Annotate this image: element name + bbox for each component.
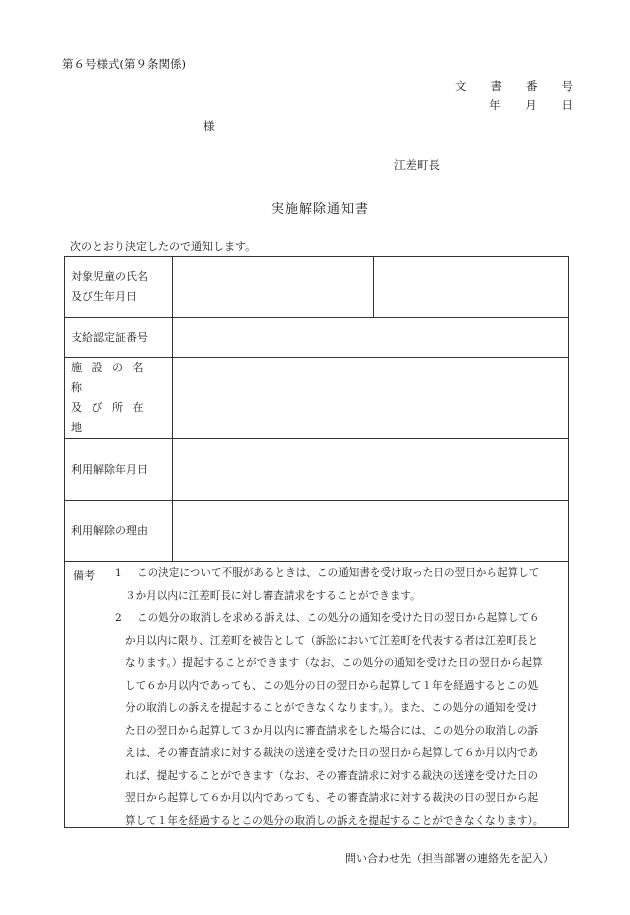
table-row <box>65 318 569 358</box>
label-facility: 施設の名称 及び所在地 <box>65 358 173 439</box>
issuer: 江差町長 <box>394 158 440 172</box>
note-2-line-1: この処分の取消しを求める訴えは、この処分の通知を受けた日の翌日から起算して６ <box>137 612 540 624</box>
label-child-name: 対象児童の氏名 及び生年月日 <box>65 257 173 318</box>
addressee-suffix: 様 <box>203 119 215 133</box>
note-2-line-9: 翌日から起算して６か月以内であっても、その審査請求に対する裁決の日の翌日から起 <box>125 792 539 804</box>
label-termination-date: 利用解除年月日 <box>65 439 173 501</box>
note-2-line-10: 算して１年を経過するとこの処分の取消しの訴えを提起することができなくなります）。 <box>125 814 544 827</box>
facility-value[interactable] <box>173 358 569 439</box>
child-name-value[interactable] <box>173 257 374 318</box>
table-row <box>65 257 569 318</box>
table-row <box>65 358 569 439</box>
note-2-line-6: た日の翌日から起算して３か月以内に審査請求をした場合には、この処分の取消しの訴 <box>125 724 539 737</box>
note-2-line-7: えは、その審査請求に対する裁決の送達を受けた日の翌日から起算して６か月以内であ <box>125 747 539 759</box>
notes-box <box>64 541 569 828</box>
label-termination-reason: 利用解除の理由 <box>65 501 173 562</box>
note-1-line-1: この決定について不服があるときは、この通知書を受け取った日の翌日から起算して <box>137 567 540 579</box>
notes-heading: 備考 <box>73 569 95 582</box>
note-1-line-2: ３か月以内に江差町長に対し審査請求をすることができます。 <box>125 589 421 602</box>
intro-text: 次のとおり決定したので通知します。 <box>70 240 257 253</box>
note-2-line-2: か月以内に限り、江差町を被告として（訴訟において江差町を代表する者は江差町長と <box>125 634 539 647</box>
document-number-label: 文 書 番 号 <box>455 79 573 93</box>
info-table <box>64 256 569 562</box>
form-number: 第６号様式(第９条関係) <box>62 57 186 71</box>
contact-note: 問い合わせ先（担当部署の連絡先を記入） <box>345 852 554 865</box>
table-row <box>65 439 569 501</box>
note-2-line-8: れば、提起することができます（なお、その審査請求に対する裁決の送達を受けた日の <box>125 769 539 782</box>
date-label: 年 月 日 <box>489 98 573 112</box>
label-certificate-number: 支給認定証番号 <box>65 318 173 358</box>
child-birthdate-value[interactable] <box>374 257 569 318</box>
note-number: 1 <box>115 567 122 579</box>
certificate-number-value[interactable] <box>173 318 569 358</box>
note-number: 2 <box>115 612 122 624</box>
note-2-line-5: 分の取消しの訴えを提起することができなくなります。）。また、この処分の通知を受け <box>125 702 538 714</box>
note-2-line-4: して６か月以内であっても、この処分の日の翌日から起算して１年を経過するとこの処 <box>125 679 539 692</box>
document-title: 実施解除通知書 <box>271 202 370 217</box>
note-2-line-3: なります。）提起することができます（なお、この処分の通知を受けた日の翌日から起算 <box>125 657 543 669</box>
termination-date-value[interactable] <box>173 439 569 501</box>
